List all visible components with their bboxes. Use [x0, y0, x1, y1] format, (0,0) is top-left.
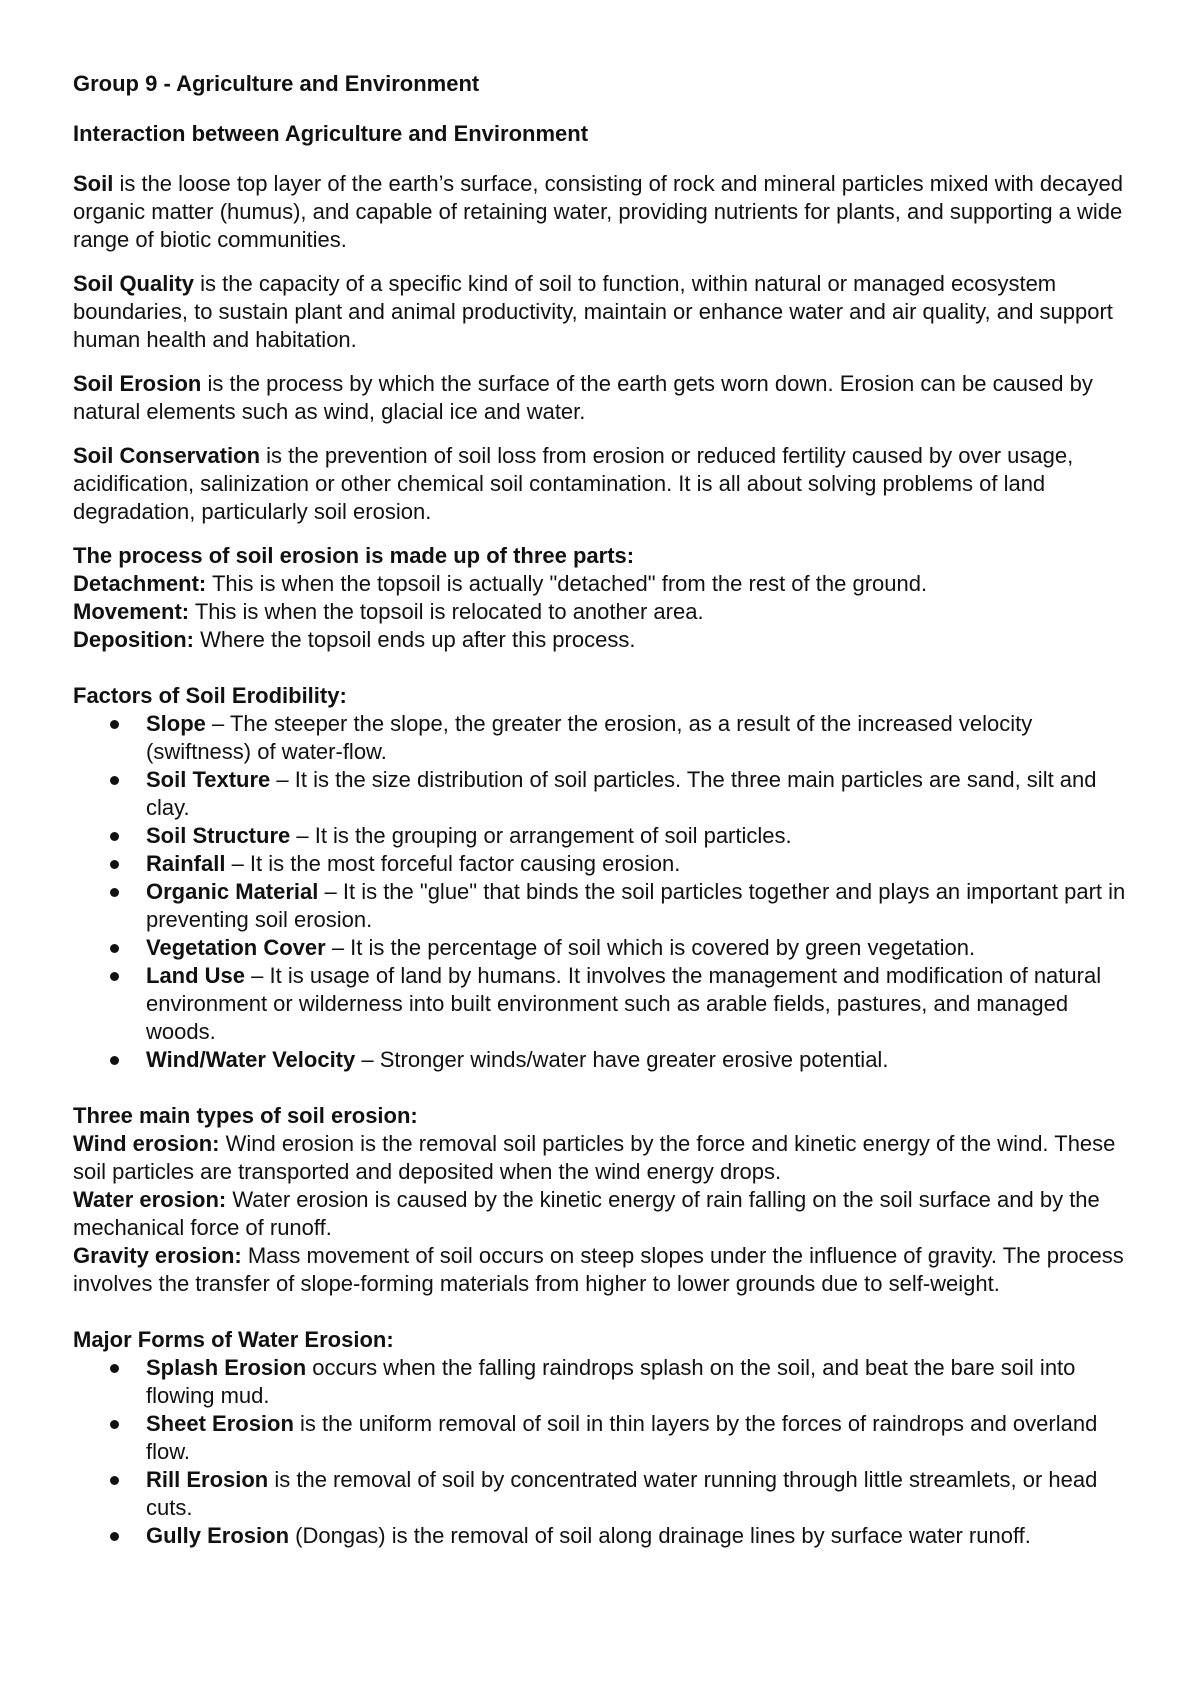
bullet-icon [110, 860, 119, 869]
definition-text: is the prevention of soil loss from erosion or reduced fertility caused by over usage, acidification, salinization or other chemical soil contamination. It is all about solving problems of land degradation, particularly soil erosion. [73, 443, 1074, 524]
type-wind-erosion [73, 1130, 1143, 1186]
definition-soil-conservation [73, 442, 1143, 526]
definition-term: Soil Conservation [73, 443, 261, 468]
list-item-text: – It is the "glue" that binds the soil particles together and plays an important part in preventing soil erosion. [146, 879, 1126, 932]
list-item [73, 710, 1143, 766]
list-item-text: – It is the percentage of soil which is covered by green vegetation. [325, 935, 976, 960]
list-item [73, 1410, 1143, 1466]
section-heading-types: Three main types of soil erosion: [73, 1103, 418, 1128]
list-item [73, 1354, 1143, 1410]
list-item [73, 1046, 1143, 1074]
list-item-text: occurs when the falling raindrops splash on the soil, and beat the bare soil into flowing mud. [146, 1355, 1076, 1408]
process-text: This is when the topsoil is actually "detached" from the rest of the ground. [206, 571, 928, 596]
section-heading-interaction: Interaction between Agriculture and Environment [73, 121, 589, 146]
bullet-icon [110, 972, 119, 981]
bullet-icon [110, 832, 119, 841]
list-item [73, 1466, 1143, 1522]
list-item [73, 1522, 1143, 1550]
bullet-icon [110, 944, 119, 953]
list-item-text: – The steeper the slope, the greater the erosion, as a result of the increased velocity (swiftness) of water-flow. [146, 711, 1033, 764]
definition-term: Soil Erosion [73, 371, 202, 396]
process-part-detachment [73, 570, 1143, 598]
process-text: This is when the topsoil is relocated to another area. [189, 599, 704, 624]
list-item-term: Vegetation Cover [146, 935, 326, 960]
list-item-text: – Stronger winds/water have greater erosive potential. [355, 1047, 889, 1072]
list-item-text: is the uniform removal of soil in thin layers by the forces of raindrops and overland flow. [146, 1411, 1098, 1464]
section-heading-water-forms: Major Forms of Water Erosion: [73, 1327, 394, 1352]
list-item-term: Land Use [146, 963, 246, 988]
type-term: Gravity erosion: [73, 1243, 242, 1268]
list-item [73, 822, 1143, 850]
list-item-term: Soil Structure [146, 823, 291, 848]
definition-term: Soil [73, 171, 114, 196]
list-item [73, 850, 1143, 878]
bullet-icon [110, 1364, 119, 1373]
process-term: Movement: [73, 599, 190, 624]
definition-text: is the process by which the surface of the earth gets worn down. Erosion can be caused by natural elements such as wind, glacial ice and water. [73, 371, 1093, 424]
list-item-term: Organic Material [146, 879, 319, 904]
list-item-term: Sheet Erosion [146, 1411, 294, 1436]
list-item-term: Rill Erosion [146, 1467, 269, 1492]
document-page [73, 70, 1143, 1550]
list-item-term: Soil Texture [146, 767, 271, 792]
list-item [73, 962, 1143, 1046]
type-text: Wind erosion is the removal soil particles by the force and kinetic energy of the wind. These soil particles are transported and deposited when the wind energy drops. [73, 1131, 1116, 1184]
type-text: Mass movement of soil occurs on steep slopes under the influence of gravity. The process involves the transfer of slope-forming materials from higher to lower grounds due to self-weight. [73, 1243, 1124, 1296]
process-term: Detachment: [73, 571, 207, 596]
bullet-icon [110, 720, 119, 729]
list-item [73, 766, 1143, 822]
section-heading-factors: Factors of Soil Erodibility: [73, 683, 347, 708]
list-item-text: (Dongas) is the removal of soil along drainage lines by surface water runoff. [289, 1523, 1031, 1548]
type-text: Water erosion is caused by the kinetic energy of rain falling on the soil surface and by the mechanical force of runoff. [73, 1187, 1100, 1240]
definition-soil [73, 170, 1143, 254]
list-item-text: is the removal of soil by concentrated water running through little streamlets, or head cuts. [146, 1467, 1098, 1520]
definition-soil-quality [73, 270, 1143, 354]
list-item-term: Rainfall [146, 851, 226, 876]
type-water-erosion [73, 1186, 1143, 1242]
type-term: Water erosion: [73, 1187, 227, 1212]
definition-text: is the capacity of a specific kind of soil to function, within natural or managed ecosystem boundaries, to sustain plant and animal productivity, maintain or enhance water and air quality, and support human health and habitation. [73, 271, 1113, 352]
section-heading-process: The process of soil erosion is made up of three parts: [73, 543, 635, 568]
list-item-text: – It is the size distribution of soil particles. The three main particles are sand, silt and clay. [146, 767, 1097, 820]
bullet-icon [110, 1420, 119, 1429]
bullet-icon [110, 1476, 119, 1485]
list-item [73, 934, 1143, 962]
list-item-text: – It is the grouping or arrangement of soil particles. [290, 823, 792, 848]
bullet-icon [110, 1532, 119, 1541]
factors-list [73, 710, 1143, 1074]
process-part-movement [73, 598, 1143, 626]
list-item [73, 878, 1143, 934]
list-item-term: Wind/Water Velocity [146, 1047, 356, 1072]
process-part-deposition [73, 626, 1143, 654]
bullet-icon [110, 888, 119, 897]
process-term: Deposition: [73, 627, 194, 652]
definition-term: Soil Quality [73, 271, 195, 296]
list-item-text: – It is the most forceful factor causing erosion. [225, 851, 681, 876]
list-item-text: – It is usage of land by humans. It involves the management and modification of natural environment or wilderness into built environment such as arable fields, pastures, and managed woods. [146, 963, 1102, 1044]
process-text: Where the topsoil ends up after this process. [194, 627, 636, 652]
definition-soil-erosion [73, 370, 1143, 426]
water-forms-list [73, 1354, 1143, 1550]
list-item-term: Gully Erosion [146, 1523, 290, 1548]
definition-text: is the loose top layer of the earth’s surface, consisting of rock and mineral particles mixed with decayed organic matter (humus), and capable of retaining water, providing nutrients for plants, and supporting a wide range of biotic communities. [73, 171, 1124, 252]
list-item-term: Splash Erosion [146, 1355, 307, 1380]
bullet-icon [110, 1056, 119, 1065]
bullet-icon [110, 776, 119, 785]
type-term: Wind erosion: [73, 1131, 220, 1156]
document-title: Group 9 - Agriculture and Environment [73, 71, 480, 96]
list-item-term: Slope [146, 711, 206, 736]
type-gravity-erosion [73, 1242, 1143, 1298]
